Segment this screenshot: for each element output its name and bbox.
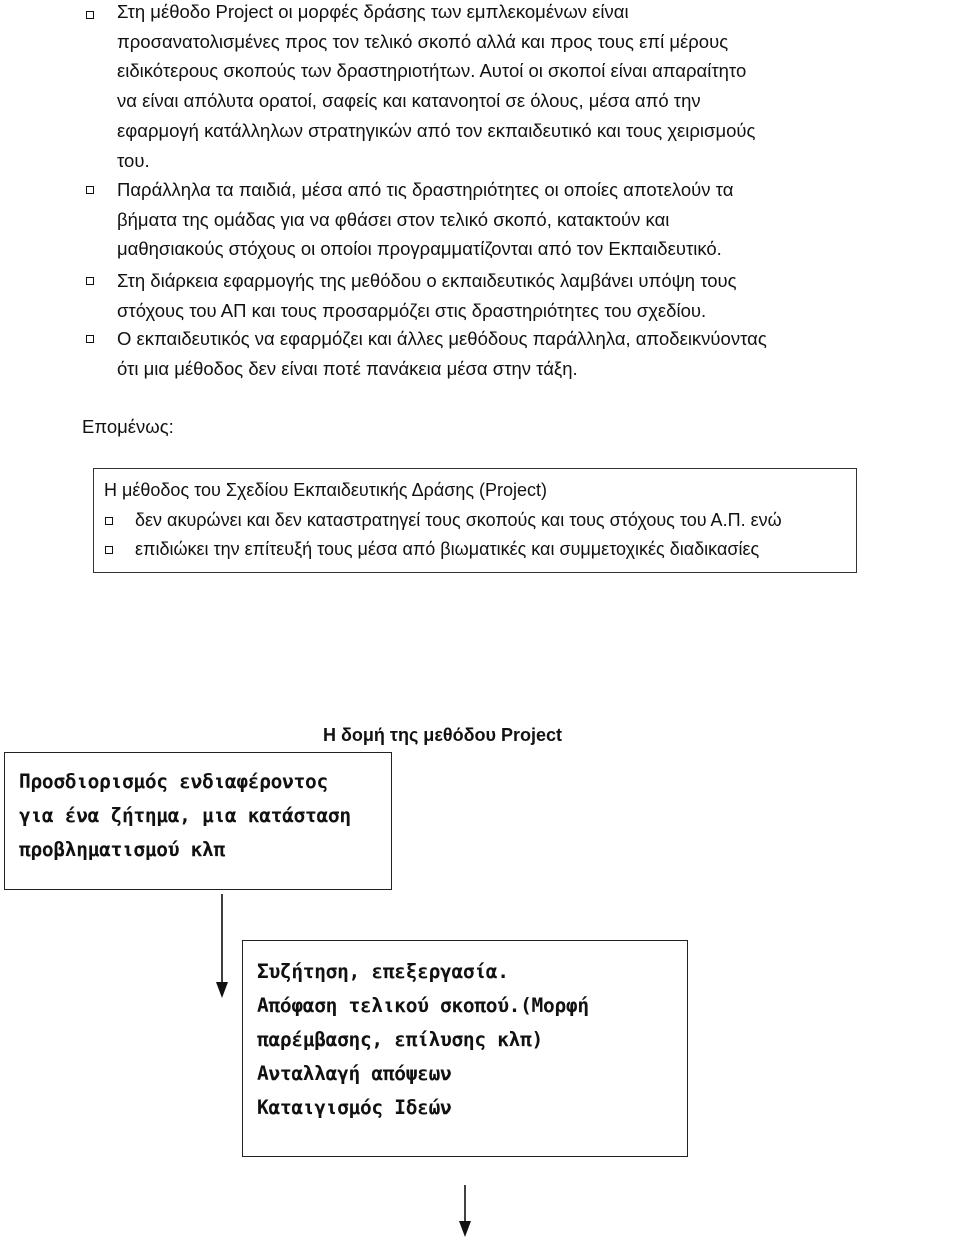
text-line: μαθησιακούς στόχους οι οποίοι προγραμματίζονται από τον Εκπαιδευτικό. xyxy=(117,238,722,260)
summary-item-text: επιδιώκει την επίτευξή τους μέσα από βιωματικές και συμμετοχικές διαδικασίες xyxy=(135,539,760,559)
text-line: Ο εκπαιδευτικός να εφαρμόζει και άλλες μεθόδους παράλληλα, αποδεικνύοντας xyxy=(117,328,767,349)
text-line: να είναι απόλυτα ορατοί, σαφείς και κατανοητοί σε όλους, μέσα από την xyxy=(117,90,701,112)
text-line: στόχους του ΑΠ και τους προσαρμόζει στις δραστηριότητες του σχεδίου. xyxy=(117,299,707,321)
text-line: ειδικότερους σκοπούς των δραστηριοτήτων. Αυτοί οι σκοποί είναι απαραίτητο xyxy=(117,60,747,82)
flow-line: παρέμβασης, επίλυσης κλπ) xyxy=(257,1028,544,1051)
text-line: του. xyxy=(117,149,150,171)
summary-item-text: δεν ακυρώνει και δεν καταστρατηγεί τους σκοπούς και τους στόχους του Α.Π. ενώ xyxy=(135,510,782,530)
summary-title: Η μέθοδος του Σχεδίου Εκπαιδευτικής Δράσης (Project) xyxy=(104,480,548,500)
arrow-down-icon xyxy=(216,894,228,998)
therefore-label: Επομένως: xyxy=(82,416,174,437)
text-line: Στη μέθοδο Project οι μορφές δράσης των εμπλεκομένων είναι xyxy=(117,1,629,22)
text-line: προσανατολισμένες προς τον τελικό σκοπό αλλά και προς τους επί μέρους xyxy=(117,30,729,52)
flow-line: Προσδιορισμός ενδιαφέροντος xyxy=(19,770,328,793)
text-line: Παράλληλα τα παιδιά, μέσα από τις δραστηριότητες οι οποίες αποτελούν τα xyxy=(117,179,734,200)
flow-line: Συζήτηση, επεξεργασία. xyxy=(257,960,509,983)
structure-title: Η δομή της μεθόδου Project xyxy=(323,725,563,745)
text-line: Στη διάρκεια εφαρμογής της μεθόδου ο εκπαιδευτικός λαμβάνει υπόψη τους xyxy=(117,270,737,291)
flow-line: Απόφαση τελικού σκοπού.(Μορφή xyxy=(257,994,589,1017)
arrow-down-icon xyxy=(459,1185,471,1237)
flow-line: προβληματισμού κλπ xyxy=(19,838,225,861)
text-line: εφαρμογή κατάλληλων στρατηγικών από τον εκπαιδευτικό και τους χειρισμούς xyxy=(117,119,756,141)
flow-line: Ανταλλαγή απόψεων xyxy=(257,1062,452,1085)
text-line: βήματα της ομάδας για να φθάσει στον τελικό σκοπό, κατακτούν και xyxy=(117,208,670,230)
flow-line: για ένα ζήτημα, μια κατάσταση xyxy=(19,804,351,827)
flow-line: Καταιγισμός Ιδεών xyxy=(257,1096,452,1119)
text-line: ότι μια μέθοδος δεν είναι ποτέ πανάκεια μέσα στην τάξη. xyxy=(117,357,578,379)
